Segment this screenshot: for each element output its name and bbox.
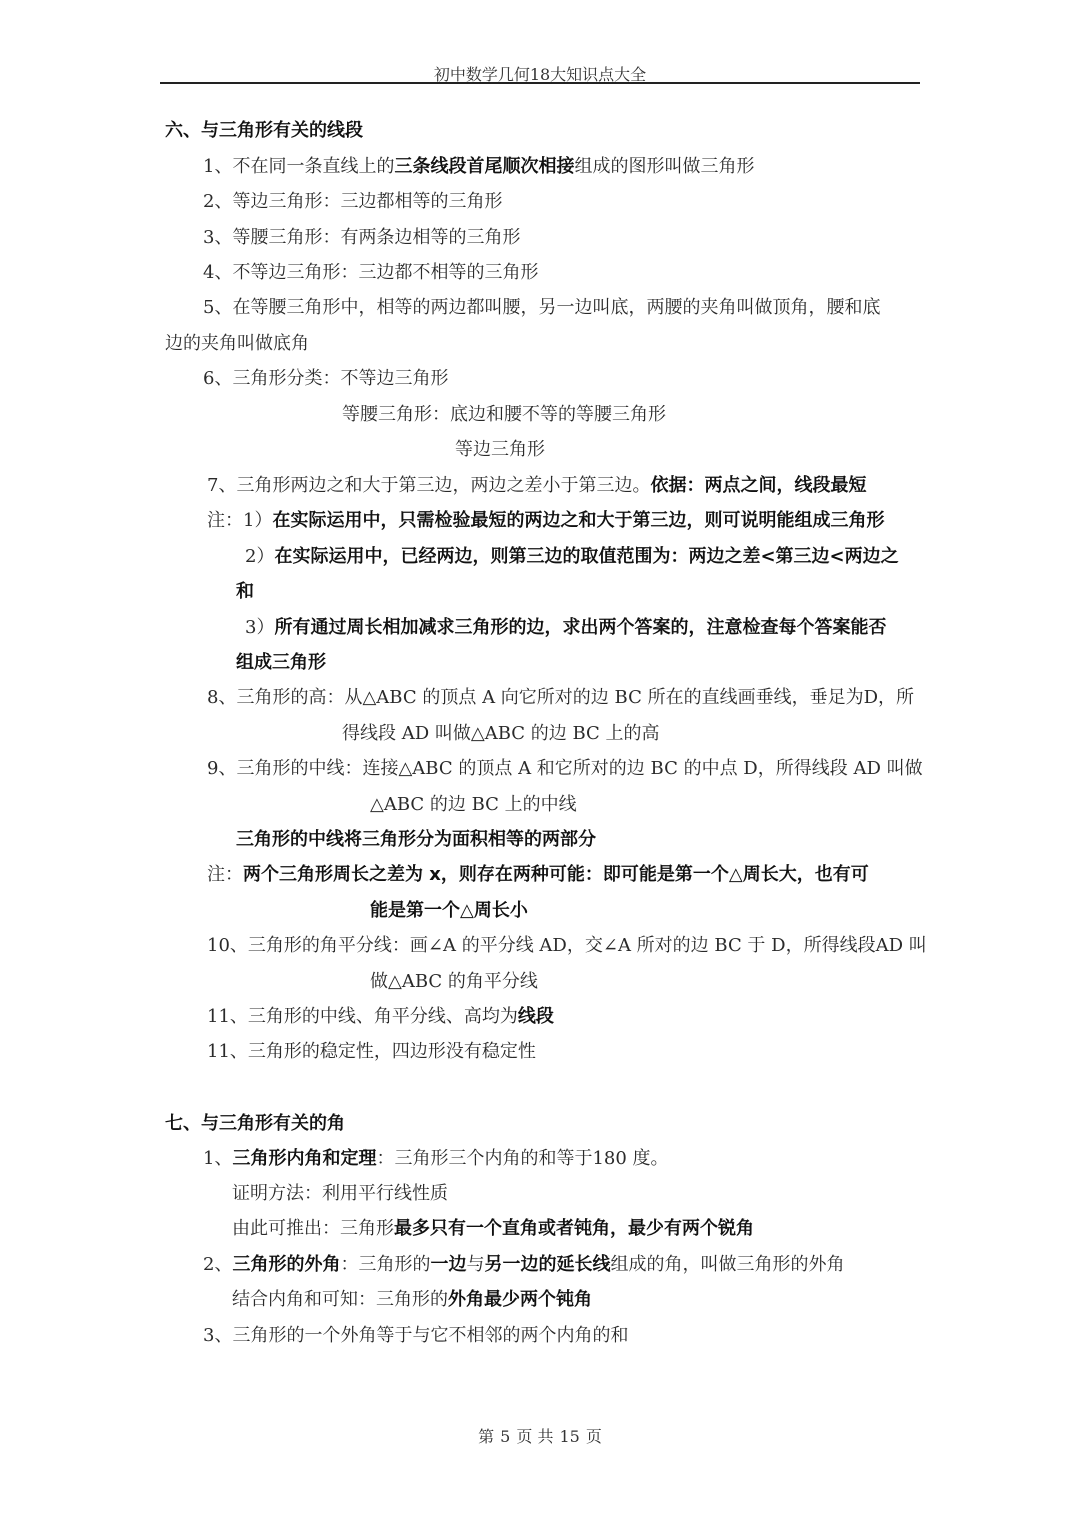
s6-note-1 (207, 510, 884, 532)
s6-item-6-line1: 6、三角形分类：不等边三角形 (203, 368, 449, 389)
s7-item-2-num: 2、 (203, 1254, 233, 1275)
s7-item-1-infer-text: 由此可推出：三角形 (232, 1218, 394, 1239)
page-footer (0, 1424, 1080, 1447)
s7-item-2 (203, 1254, 844, 1276)
s7-item-3: 3、三角形的一个外角等于与它不相邻的两个内角的和 (203, 1325, 629, 1346)
s6-note-2-label: 2） (245, 546, 275, 567)
s6-item-3: 3、等腰三角形：有两条边相等的三角形 (203, 227, 521, 248)
s6-note-4-line2: 能是第一个△周长小 (370, 900, 528, 921)
s6-item-9-line1: 9、三角形的中线：连接△ABC 的顶点 A 和它所对的边 BC 的中点 D，所得线段 AD 叫做 (207, 758, 923, 779)
s6-item-4: 4、不等边三角形：三边都不相等的三角形 (203, 262, 539, 283)
s6-item-7-bold: 依据：两点之间，线段最短 (650, 475, 867, 496)
s6-item-1-bold: 三条线段首尾顺次相接 (394, 156, 575, 177)
s6-note-4-label: 注： (207, 864, 243, 885)
section-6-title: 六、与三角形有关的线段 (165, 120, 363, 141)
s6-item-11a (207, 1006, 554, 1028)
page-header-title: 初中数学几何18大知识点大全 (433, 65, 647, 84)
s6-note-3-label: 3） (245, 617, 275, 638)
s7-item-2-combine-text: 结合内角和可知：三角形的 (232, 1289, 448, 1310)
s7-item-1 (203, 1148, 669, 1170)
s7-item-1-infer (232, 1218, 754, 1240)
footer-page-label: 第 (478, 1427, 495, 1446)
s6-item-9-bold: 三角形的中线将三角形分为面积相等的两部分 (236, 829, 596, 850)
header-divider (160, 82, 920, 84)
s6-item-10-line2: 做△ABC 的角平分线 (370, 971, 538, 992)
s6-item-11b: 11、三角形的稳定性，四边形没有稳定性 (207, 1041, 536, 1062)
s6-note-3-line2: 组成三角形 (236, 652, 326, 673)
s6-item-5-line2: 边的夹角叫做底角 (165, 333, 309, 354)
s7-item-2-combine (232, 1289, 592, 1311)
s6-item-1 (203, 156, 754, 178)
footer-page-number: 5 (500, 1427, 511, 1446)
s7-item-2-text-3: 组成的角，叫做三角形的外角 (610, 1254, 845, 1275)
s6-note-3-bold: 所有通过周长相加减求三角形的边，求出两个答案的，注意检查每个答案能否 (274, 617, 887, 638)
s6-note-2-line2: 和 (236, 581, 254, 602)
s6-item-8-line1: 8、三角形的高：从△ABC 的顶点 A 向它所对的边 BC 所在的直线画垂线，垂足为D，所 (207, 687, 914, 708)
s7-item-1-bold: 三角形内角和定理 (232, 1148, 377, 1169)
s6-item-6-line3: 等边三角形 (455, 439, 545, 460)
s6-note-4-line1 (207, 864, 869, 886)
s6-note-4-bold: 两个三角形周长之差为 x，则存在两种可能：即可能是第一个△周长大，也有可 (243, 864, 869, 885)
s6-item-9-line2: △ABC 的边 BC 上的中线 (370, 794, 577, 815)
s6-item-5-line1: 5、在等腰三角形中，相等的两边都叫腰，另一边叫底，两腰的夹角叫做顶角，腰和底 (203, 297, 881, 318)
s6-item-8-line2: 得线段 AD 叫做△ABC 的边 BC 上的高 (342, 723, 660, 744)
s6-note-2-line1 (245, 546, 899, 568)
s6-item-7 (207, 475, 866, 497)
s7-item-1-text: ：三角形三个内角的和等于180 度。 (376, 1148, 669, 1169)
s7-item-2-bold-title: 三角形的外角 (232, 1254, 341, 1275)
s7-item-2-bold-extension: 另一边的延长线 (484, 1254, 611, 1275)
footer-total-pages: 15 (559, 1427, 580, 1446)
s6-item-7-text: 7、三角形两边之和大于第三边，两边之差小于第三边。 (207, 475, 651, 496)
s6-note-1-label: 注：1） (207, 510, 273, 531)
s7-item-1-infer-bold: 最多只有一个直角或者钝角，最少有两个锐角 (394, 1218, 754, 1239)
s7-item-2-text-2: 与 (466, 1254, 485, 1275)
footer-of-label: 页 共 (516, 1427, 554, 1446)
s7-item-1-proof: 证明方法：利用平行线性质 (232, 1183, 448, 1204)
s7-item-2-text-1: ：三角形的 (340, 1254, 431, 1275)
s6-item-11a-bold: 线段 (517, 1006, 554, 1027)
s6-item-6-line2: 等腰三角形：底边和腰不等的等腰三角形 (342, 404, 666, 425)
s6-item-11a-text: 11、三角形的中线、角平分线、高均为 (207, 1006, 518, 1027)
s6-note-3-line1 (245, 617, 886, 639)
s6-note-2-bold: 在实际运用中，已经两边，则第三边的取值范围为：两边之差<第三边<两边之 (274, 546, 899, 567)
s7-item-2-bold-side: 一边 (430, 1254, 467, 1275)
s7-item-2-combine-bold: 外角最少两个钝角 (448, 1289, 592, 1310)
s6-item-1-text: 1、不在同一条直线上的 (203, 156, 395, 177)
s7-item-1-num: 1、 (203, 1148, 233, 1169)
s6-item-2: 2、等边三角形：三边都相等的三角形 (203, 191, 503, 212)
section-7-title: 七、与三角形有关的角 (165, 1113, 345, 1134)
s6-item-10-line1: 10、三角形的角平分线：画∠A 的平分线 AD，交∠A 所对的边 BC 于 D，所得线段AD 叫 (207, 935, 927, 956)
s6-note-1-bold: 在实际运用中，只需检验最短的两边之和大于第三边，则可说明能组成三角形 (272, 510, 885, 531)
s6-item-1-text-end: 组成的图形叫做三角形 (574, 156, 755, 177)
footer-end-label: 页 (585, 1427, 602, 1446)
